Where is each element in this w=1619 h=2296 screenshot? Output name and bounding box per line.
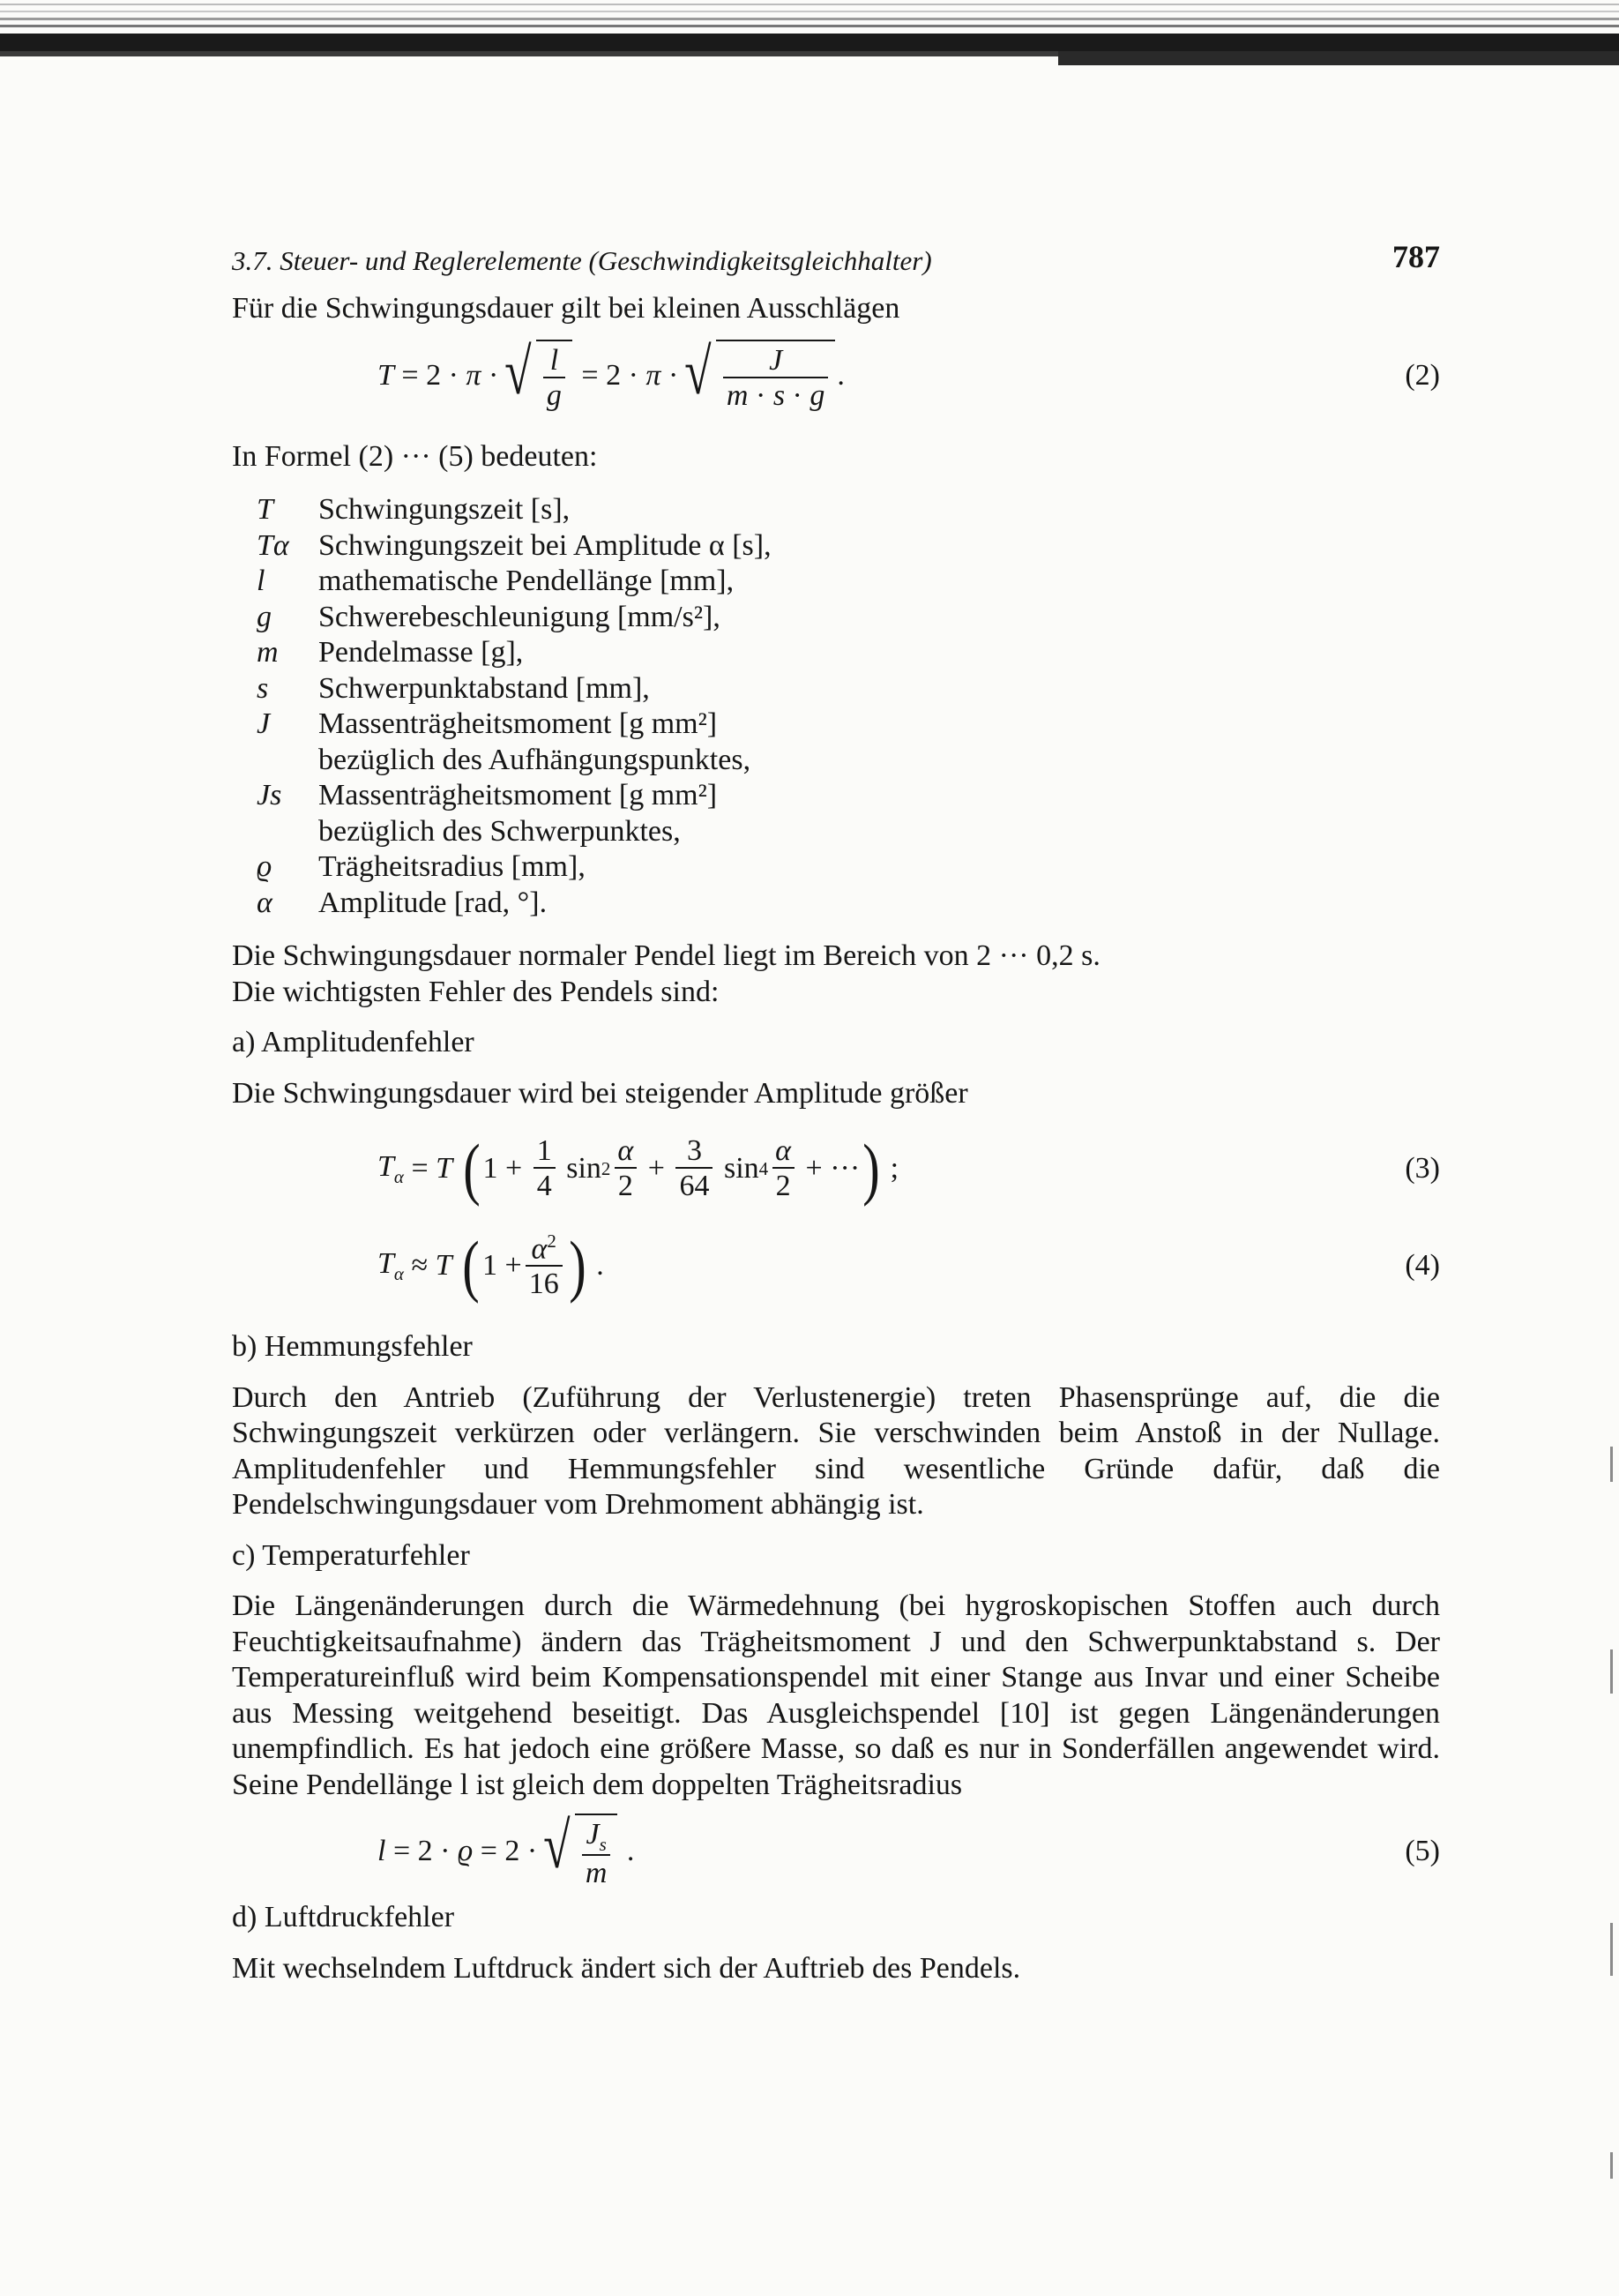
heading-escapement-error: b) Hemmungsfehler [232, 1330, 473, 1363]
legend-row [257, 564, 1440, 600]
legend-row [257, 849, 1440, 886]
legend-symbol [257, 743, 318, 779]
legend-symbol: Tα [257, 528, 289, 562]
legend-intro: In Formel (2) ··· (5) bedeuten: [232, 439, 598, 473]
legend-row [257, 492, 1440, 528]
scan-top-edge [0, 0, 1619, 71]
legend-text: bezüglich des Schwerpunktes, [318, 814, 681, 848]
heading-air-pressure-error: d) Luftdruckfehler [232, 1901, 455, 1933]
page-content [232, 238, 1440, 1986]
legend-text: Amplitude [rad, °]. [318, 886, 548, 919]
legend-symbol: J [257, 707, 271, 740]
equation-4: $T_\alpha$ ≈ T ( 1 + $\frac{\alpha^2}{16}$ ) . (4) [232, 1217, 1440, 1314]
legend-symbol: α [257, 886, 272, 919]
intro-text: Für die Schwingungsdauer gilt bei kleinen Ausschlägen [232, 292, 900, 325]
running-header [232, 238, 1440, 291]
legend-text: Trägheitsradius [mm], [318, 850, 586, 883]
legend-text: Schwingungszeit [s], [318, 493, 571, 526]
legend-symbol: s [257, 671, 269, 705]
legend-row [257, 707, 1440, 743]
legend-text: mathematische Pendellänge [mm], [318, 565, 735, 597]
scan-edge-mark [1610, 2152, 1613, 2179]
equation-number: (2) [1405, 358, 1440, 392]
legend-text: Massenträgheitsmoment [g mm²] [318, 779, 718, 811]
legend-row [257, 743, 1440, 779]
scan-edge-mark [1610, 1649, 1613, 1694]
legend-row [257, 814, 1440, 850]
legend-text: Pendelmasse [g], [318, 636, 524, 669]
legend-text: Schwerpunktabstand [mm], [318, 671, 650, 705]
heading-amplitude-error: a) Amplitudenfehler [232, 1026, 474, 1058]
legend-row [257, 671, 1440, 707]
paragraph-range: Die Schwingungsdauer normaler Pendel liegt im Bereich von 2 ··· 0,2 s. [232, 939, 1100, 972]
scan-edge-mark [1610, 1923, 1613, 1976]
equation-number: (3) [1405, 1152, 1440, 1185]
legend-symbol: l [257, 565, 265, 597]
paragraph-escapement-error: Durch den Antrieb (Zuführung der Verlustenergie) treten Phasensprünge auf, die die Schwingungszeit verkürzen oder verlängern. Sie verschwinden beim Anstoß in der Nullage. Amplitudenfehler und Hemmungsfehler sind wesentliche Gründe dafür, daß die Pendelschwingungsdauer vom Drehmoment abhängig ist. [232, 1380, 1440, 1521]
legend-symbol: T [257, 493, 273, 526]
legend-text: Massenträgheitsmoment [g mm²] [318, 707, 718, 740]
legend-text: bezüglich des Aufhängungspunktes, [318, 743, 751, 776]
legend-symbol: ϱ [257, 850, 272, 883]
equation-number: (4) [1405, 1249, 1440, 1282]
legend-symbol: Js [257, 779, 282, 811]
legend-text: Schwerebeschleunigung [mm/s²], [318, 600, 720, 633]
heading-temperature-error: c) Temperaturfehler [232, 1538, 470, 1572]
legend-row [257, 886, 1440, 922]
legend-row [257, 600, 1440, 636]
legend-symbol: m [257, 636, 279, 669]
scan-edge-mark [1610, 1447, 1613, 1482]
paragraph-amplitude-error: Die Schwingungsdauer wird bei steigender Amplitude größer [232, 1076, 968, 1110]
paragraph-errors-intro: Die wichtigsten Fehler des Pendels sind: [232, 975, 720, 1008]
equation-3: $T_\alpha$ = T ( 1 + $\frac{1}{4}$ sin 2 $\frac{\alpha}{2}$ + $\frac{3}{64}$ sin 4 $\frac{\alpha}{2}$ + ··· ) ; (3) [232, 1120, 1440, 1217]
legend-row [257, 635, 1440, 671]
equation-number: (5) [1405, 1835, 1440, 1867]
equation-5: l = 2 · ϱ = 2 · √ $\frac{J_s}{m}$ . (5) [232, 1803, 1440, 1900]
legend-symbol [257, 814, 318, 850]
legend-text: Schwingungszeit bei Amplitude α [s], [318, 528, 772, 562]
legend-symbol: g [257, 600, 272, 633]
section-title: 3.7. Steuer- und Reglerelemente (Geschwindigkeitsgleichhalter) [232, 245, 932, 276]
legend-row [257, 528, 1440, 565]
paragraph-temperature-error: Die Längenänderungen durch die Wärmedehnung (bei hygroskopischen Stoffen auch durch Feuchtigkeitsaufnahme) ändern das Trägheitsmoment J und den Schwerpunktabstand s. Der Temperatureinfluß wird beim Kompensationspendel mit einer Stange aus Invar und einer Scheibe aus Messing weitgehend beseitigt. Das Ausgleichspendel [10] ist gegen Längenänderungen unempfindlich. Es hat jedoch eine größere Masse, so daß es nur in Sonderfällen angewendet wird. Seine Pendellänge l ist gleich dem doppelten Trägheitsradius [232, 1589, 1440, 1801]
page-number: 787 [1392, 239, 1440, 274]
legend-row [257, 778, 1440, 814]
paragraph-air-pressure-error: Mit wechselndem Luftdruck ändert sich der Auftrieb des Pendels. [232, 1951, 1021, 1985]
equation-2: T = 2 · π · √ $\frac{l}{g}$ = 2 · π · √ $\frac{J}{m \cdot s \cdot g}$ . (2) [232, 327, 1440, 424]
symbol-legend [257, 492, 1440, 921]
